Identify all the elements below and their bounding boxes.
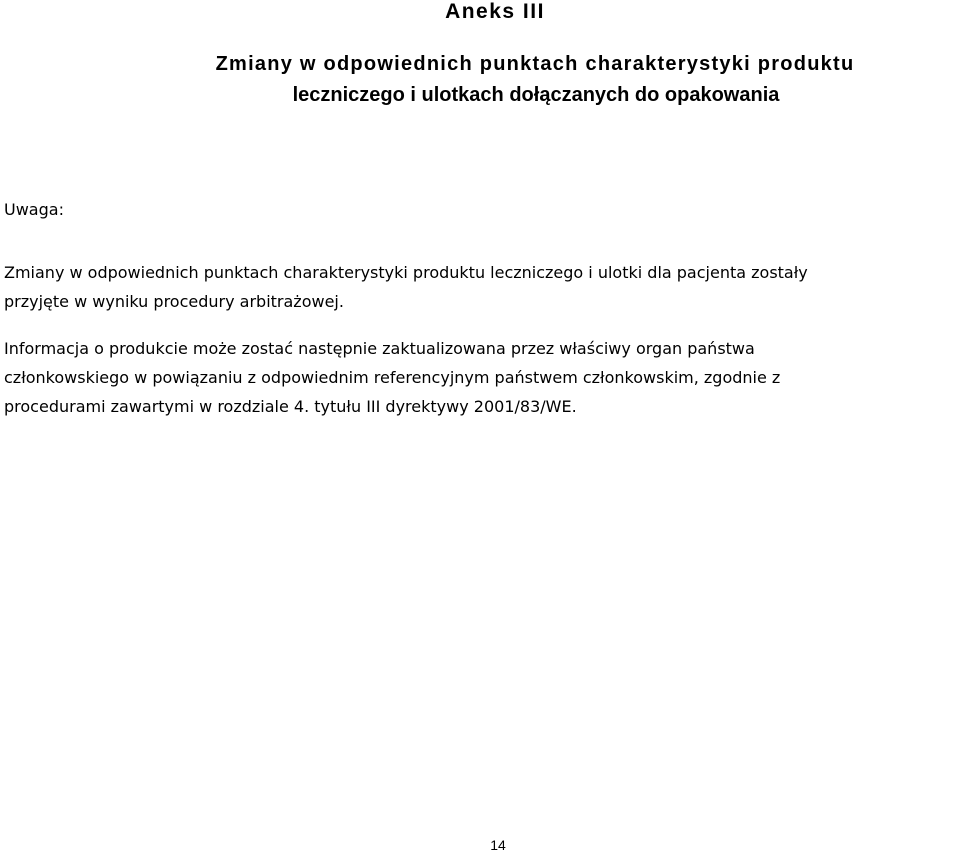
heading-line-2: leczniczego i ulotkach dołączanych do opakowania [292,84,780,106]
paragraph-2-line-2: członkowskiego w powiązaniu z odpowiednim referencyjnym państwem członkowskim, zgodnie z [4,368,781,387]
paragraph-1-line-2: przyjęte w wyniku procedury arbitrażowej. [4,292,344,311]
paragraph-2-line-1: Informacja o produkcie może zostać następnie zaktualizowana przez właściwy organ państwa [4,339,755,358]
paragraph-2-line-3: procedurami zawartymi w rozdziale 4. tytułu III dyrektywy 2001/83/WE. [4,397,577,416]
page-number: 14 [490,837,506,853]
paragraph-1-line-1: Zmiany w odpowiednich punktach charakterystyki produktu leczniczego i ulotki dla pacjenta zostały [4,263,808,282]
annex-title: Aneks III [445,0,545,23]
note-label: Uwaga: [4,200,64,219]
heading-line-1: Zmiany w odpowiednich punktach charakterystyki produktu [215,53,855,75]
